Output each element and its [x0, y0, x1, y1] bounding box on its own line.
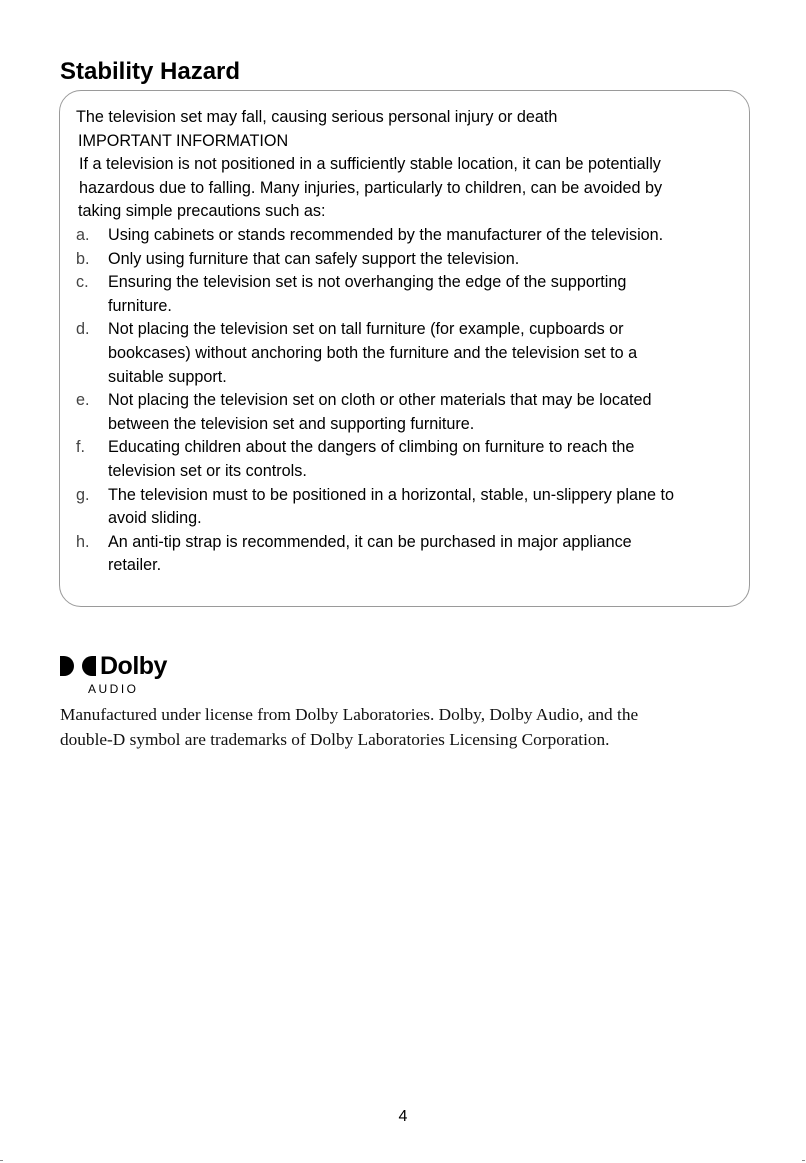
precaution-item-h	[76, 531, 746, 578]
dolby-wordmark: Dolby	[100, 652, 167, 680]
item-text: retailer.	[108, 556, 162, 575]
item-text: suitable support.	[108, 367, 227, 386]
item-text: Not placing the television set on cloth or other materials that may be located	[108, 391, 652, 410]
page-number: 4	[398, 1108, 408, 1125]
item-letter: b.	[76, 249, 90, 268]
crop-mark	[802, 1160, 805, 1161]
item-text: Using cabinets or stands recommended by the manufacturer of the television.	[108, 225, 664, 244]
precaution-item-d	[76, 318, 746, 389]
dolby-audio-sublabel: AUDIO	[88, 682, 139, 696]
item-text: television set or its controls.	[108, 461, 307, 480]
precaution-item-c	[76, 271, 746, 318]
license-text-line: double-D symbol are trademarks of Dolby Laboratories Licensing Corporation.	[60, 730, 610, 749]
crop-mark	[0, 1160, 3, 1161]
warning-intro-line: If a television is not positioned in a sufficiently stable location, it can be potentially	[79, 155, 661, 174]
item-letter: a.	[76, 225, 90, 244]
item-letter: h.	[76, 532, 90, 551]
item-letter: e.	[76, 391, 90, 410]
item-text: Not placing the television set on tall furniture (for example, cupboards or	[108, 320, 624, 339]
item-text: Educating children about the dangers of climbing on furniture to reach the	[108, 438, 635, 457]
dolby-audio-logo	[60, 651, 170, 699]
item-text: The television must to be positioned in a horizontal, stable, un-slippery plane to	[108, 485, 674, 504]
item-text: An anti-tip strap is recommended, it can be purchased in major appliance	[108, 532, 632, 551]
precaution-item-a	[76, 224, 746, 248]
warning-intro-line: taking simple precautions such as:	[78, 202, 326, 221]
warning-intro-line: hazardous due to falling. Many injuries, particularly to children, can be avoided by	[79, 178, 663, 197]
precaution-item-g	[76, 484, 746, 531]
item-text: Ensuring the television set is not overhanging the edge of the supporting	[108, 273, 627, 292]
item-text: between the television set and supporting furniture.	[108, 414, 475, 433]
item-letter: d.	[76, 320, 90, 339]
item-text: furniture.	[108, 296, 172, 315]
precaution-item-e	[76, 389, 746, 436]
warning-content	[76, 106, 746, 578]
section-title: Stability Hazard	[60, 58, 241, 85]
item-letter: g.	[76, 485, 90, 504]
item-text: Only using furniture that can safely support the television.	[108, 249, 520, 268]
item-letter: f.	[76, 438, 85, 457]
precaution-item-f	[76, 436, 746, 483]
item-letter: c.	[76, 273, 89, 292]
item-text: avoid sliding.	[108, 509, 202, 528]
warning-headline: The television set may fall, causing serious personal injury or death	[76, 108, 558, 126]
important-information-label: IMPORTANT INFORMATION	[78, 131, 289, 150]
dolby-license-notice	[60, 702, 760, 752]
dolby-double-d-icon	[60, 656, 96, 676]
precaution-item-b	[76, 248, 746, 272]
license-text-line: Manufactured under license from Dolby Laboratories. Dolby, Dolby Audio, and the	[60, 705, 639, 724]
item-text: bookcases) without anchoring both the furniture and the television set to a	[108, 343, 638, 362]
